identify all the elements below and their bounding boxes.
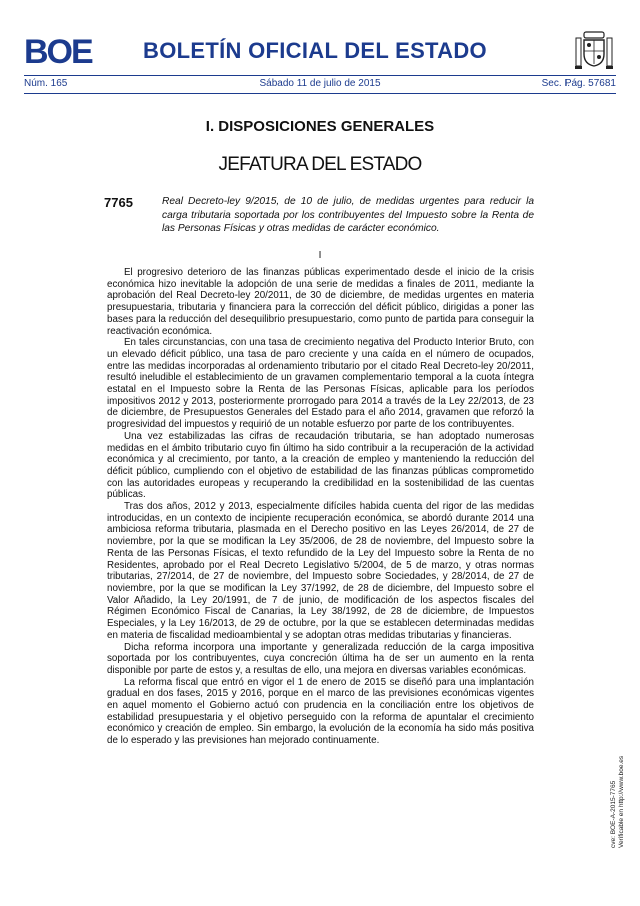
department-title: JEFATURA DEL ESTADO bbox=[218, 154, 422, 175]
verify-url[interactable]: Verificable en http://www.boe.es bbox=[618, 755, 625, 848]
paragraph: Dicha reforma incorpora una importante y generalizada reducción de la carga impositiva soportada por los contribuyentes, cuya concreción última ha de ser un aumento en la renta disponible por parte de estos y, a resultas de ello, una mejora en diversas variables económicas. bbox=[107, 641, 534, 676]
masthead-title: BOLETÍN OFICIAL DEL ESTADO bbox=[143, 38, 487, 63]
disposition-number: 7765 bbox=[104, 195, 133, 210]
issue-number: Núm. 165 bbox=[24, 78, 68, 89]
coat-of-arms-icon bbox=[574, 30, 614, 72]
section-label: Sec. I. bbox=[541, 78, 570, 89]
header-info-row bbox=[24, 78, 616, 92]
body-text bbox=[107, 267, 534, 747]
boe-logo-text: BOE bbox=[24, 33, 92, 71]
cve-code: cve: BOE-A-2015-7765 bbox=[610, 780, 617, 848]
paragraph: Una vez estabilizadas las cifras de recaudación tributaria, se han adoptado numerosas medidas en el ámbito tributario cuyo fin último ha sido contribuir a la recuperación de la actividad económica y al crecimiento, por tanto, a la creación de empleo y manteniendo la reducción del déficit público, cumpliendo con el objetivo de estabilidad de las finanzas públicas comprometido con las autoridades europeas y recuperando la credibilidad en la sostenibilidad de las cuentas públicas. bbox=[107, 430, 534, 501]
verification-note bbox=[610, 748, 630, 848]
page-number: Pág. 57681 bbox=[564, 78, 616, 89]
paragraph: La reforma fiscal que entró en vigor el 1 de enero de 2015 se diseñó para una implantación gradual en dos fases, 2015 y 2016, porque en el marco de las previsiones económicas vigentes en aquel momento el Gobierno actuó con prudencia en la conciliación entre los objetivos de estabilidad presupuestaria y el objetivo perseguido con la reforma de apuntalar el crecimiento económico y creación de empleo. Sin embargo, la evolución de la economía ha sido más positiva de lo esperado y las previsiones han mejorado continuamente. bbox=[107, 676, 534, 747]
issue-date: Sábado 11 de julio de 2015 bbox=[259, 78, 381, 89]
section-title: I. DISPOSICIONES GENERALES bbox=[205, 118, 435, 135]
header-rule-top bbox=[24, 75, 616, 76]
header-rule-bottom bbox=[24, 93, 616, 94]
chapter-numeral: I bbox=[318, 250, 322, 261]
boe-logo bbox=[24, 33, 94, 71]
paragraph: Tras dos años, 2012 y 2013, especialmente difíciles habida cuenta del rigor de las medidas introducidas, en un contexto de incipiente recuperación económica, se abordó durante 2014 una ambiciosa reforma tributaria, plasmada en el Derecho positivo en las Leyes 26/2014, de 27 de noviembre, por la que se modifican la Ley 35/2006, de 28 de noviembre, del Impuesto sobre la Renta de las Personas Físicas, el texto refundido de la Ley del Impuesto sobre la Renta de no Residentes, aprobado por el Real Decreto Legislativo 5/2004, de 5 de marzo, y otras normas tributarias, 27/2014, de 27 de noviembre, del Impuesto sobre Sociedades, y 28/2014, de 27 de noviembre, por la que se modifican la Ley 37/1992, de 28 de diciembre, del Impuesto sobre el Valor Añadido, la Ley 20/1991, de 7 de junio, de modificación de los aspectos fiscales del Régimen Económico Fiscal de Canarias, la Ley 38/1992, de 28 de diciembre, de Impuestos Especiales, y la Ley 16/2013, de 29 de octubre, por la que se establecen determinadas medidas en materia de fiscalidad medioambiental y se adoptan otras medidas tributarias y financieras. bbox=[107, 501, 534, 641]
disposition-title: Real Decreto-ley 9/2015, de 10 de julio, de medidas urgentes para reducir la carga tributaria soportada por los contribuyentes del Impuesto sobre la Renta de las Personas Físicas y otras medidas de carácter económico. bbox=[162, 196, 534, 234]
paragraph: En tales circunstancias, con una tasa de crecimiento negativa del Producto Interior Bruto, con un elevado déficit público, una tasa de paro creciente y una caída en el número de ocupados, entre las medidas incorporadas al ordenamiento tributario por el citado Real Decreto-ley 20/2011, resultó ineludible el establecimiento de un gravamen complementario temporal a la cuota íntegra estatal en el Impuesto sobre la Renta de las Personas Físicas, aplicable para los períodos impositivos 2012 y 2013, posteriormente prorrogado para 2014 a través de la Ley 22/2013, de 23 de diciembre, de Presupuestos Generales del Estado para el año 2014, gravamen que reforzó la progresividad del impuestos y requirió de un notable esfuerzo por parte de los contribuyentes. bbox=[107, 337, 534, 431]
paragraph: El progresivo deterioro de las finanzas públicas experimentado desde el inicio de la crisis económica hizo inevitable la adopción de una serie de medidas a finales de 2011, mediante la aprobación del Real Decreto-ley 20/2011, de 30 de diciembre, de medidas urgentes en materia presupuestaria, tributaria y financiera para la corrección del déficit público, dirigidas a poner las bases para la reducción del desequilibrio presupuestario, como punto de partida para conseguir la reactivación económica. bbox=[107, 267, 534, 337]
